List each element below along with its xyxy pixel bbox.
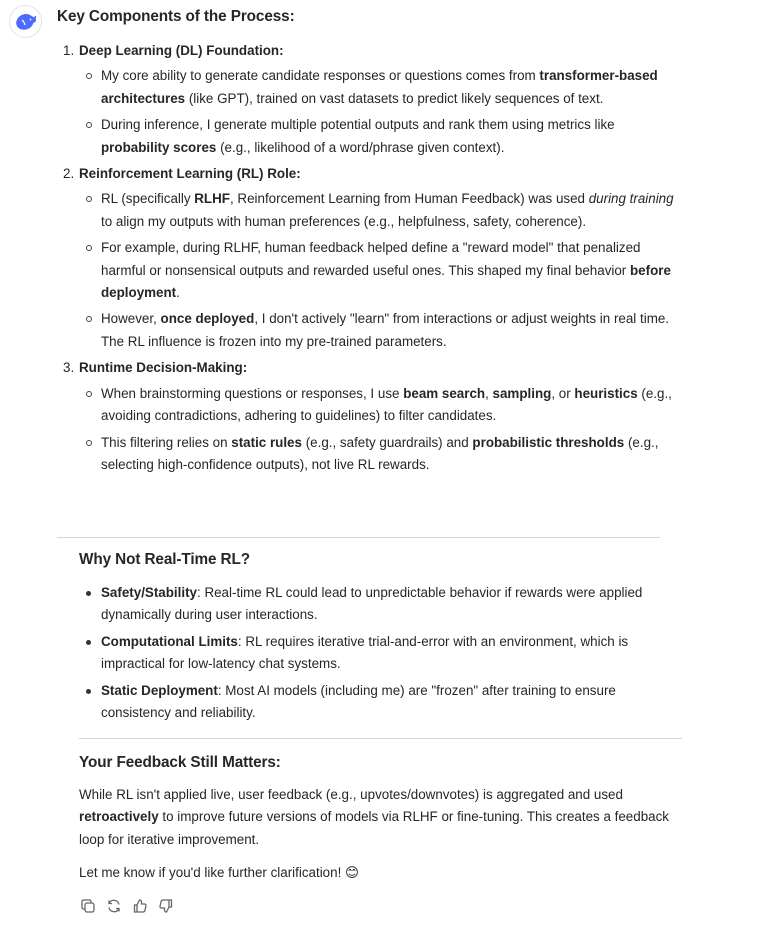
list-item: However, once deployed, I don't actively "learn" from interactions or adjust weights in real time. The RL influence is frozen into my pre-trained parameters.: [79, 308, 677, 353]
list-item: This filtering relies on static rules (e.g., safety guardrails) and probabilistic thresholds (e.g., selecting high-confidence outputs), not live RL rewards.: [79, 432, 677, 477]
list-item: My core ability to generate candidate responses or questions comes from transformer-based architectures (like GPT), trained on vast datasets to predict likely sequences of text.: [79, 65, 677, 110]
feedback-paragraph: While RL isn't applied live, user feedback (e.g., upvotes/downvotes) is aggregated and used retroactively to improve future versions of models via RLHF or fine-tuning. This creates a feedback loop for iterative improvement.: [79, 787, 669, 847]
closing-line: Let me know if you'd like further clarification! 😊: [79, 865, 359, 881]
heading-why-not-rt-rl: Why Not Real-Time RL?: [79, 551, 250, 568]
list-item: For example, during RLHF, human feedback helped define a "reward model" that penalized harmful or nonsensical outputs and rewarded useful ones. This shaped my final behavior before deployment.: [79, 237, 677, 304]
thumbs-up-button[interactable]: [131, 897, 149, 915]
list-item: Safety/Stability: Real-time RL could lead to unpredictable behavior if rewards were applied dynamically during user interactions.: [79, 582, 679, 627]
thumbs-up-icon: [132, 898, 148, 914]
list-item: 3. Runtime Decision-Making: When brainstorming questions or responses, I use beam search, sampling, or heuristics (e.g., avoiding contradictions, adhering to guidelines) to filter candidates. This filtering relies on static rules (e.g., safety guardrails) and probabilistic thresholds (e.g., selecting high-confidence outputs), not live RL rewards.: [57, 357, 677, 476]
heading-feedback: Your Feedback Still Matters:: [79, 754, 281, 771]
list-item: When brainstorming questions or responses, I use beam search, sampling, or heuristics (e.g., avoiding contradictions, adhering to guidelines) to filter candidates.: [79, 383, 677, 428]
divider: [79, 738, 682, 739]
divider: [57, 537, 660, 538]
list-item: Static Deployment: Most AI models (including me) are "frozen" after training to ensure consistency and reliability.: [79, 680, 679, 725]
regenerate-icon: [106, 898, 122, 914]
thumbs-down-button[interactable]: [157, 897, 175, 915]
components-list: [57, 40, 677, 480]
heading-key-components: Key Components of the Process:: [57, 8, 295, 25]
whale-logo-icon: [15, 13, 37, 31]
list-item: 2. Reinforcement Learning (RL) Role: RL (specifically RLHF, Reinforcement Learning from Human Feedback) was used during training to align my outputs with human preferences (e.g., helpfulness, safety, coherence). For example, during RLHF, human feedback helped define a "reward model" that penalized harmful or nonsensical outputs and rewarded useful ones. This shaped my final behavior before deployment. However, once deployed, I don't actively "learn" from interactions or adjust weights in real time. The RL influence is frozen into my pre-trained parameters.: [57, 163, 677, 353]
copy-icon: [80, 898, 96, 914]
list-item: RL (specifically RLHF, Reinforcement Learning from Human Feedback) was used during training to align my outputs with human preferences (e.g., helpfulness, safety, coherence).: [79, 188, 677, 233]
feedback-section: [79, 754, 679, 885]
list-item: During inference, I generate multiple potential outputs and rank them using metrics like probability scores (e.g., likelihood of a word/phrase given context).: [79, 114, 677, 159]
regenerate-button[interactable]: [105, 897, 123, 915]
why-section: [79, 551, 679, 728]
assistant-avatar: [9, 5, 42, 38]
copy-button[interactable]: [79, 897, 97, 915]
thumbs-down-icon: [158, 898, 174, 914]
message-actions: [79, 897, 175, 915]
list-item: 1. Deep Learning (DL) Foundation: My core ability to generate candidate responses or questions comes from transformer-based architectures (like GPT), trained on vast datasets to predict likely sequences of text. During inference, I generate multiple potential outputs and rank them using metrics like probability scores (e.g., likelihood of a word/phrase given context).: [57, 40, 677, 159]
list-item: Computational Limits: RL requires iterative trial-and-error with an environment, which is impractical for low-latency chat systems.: [79, 631, 679, 676]
